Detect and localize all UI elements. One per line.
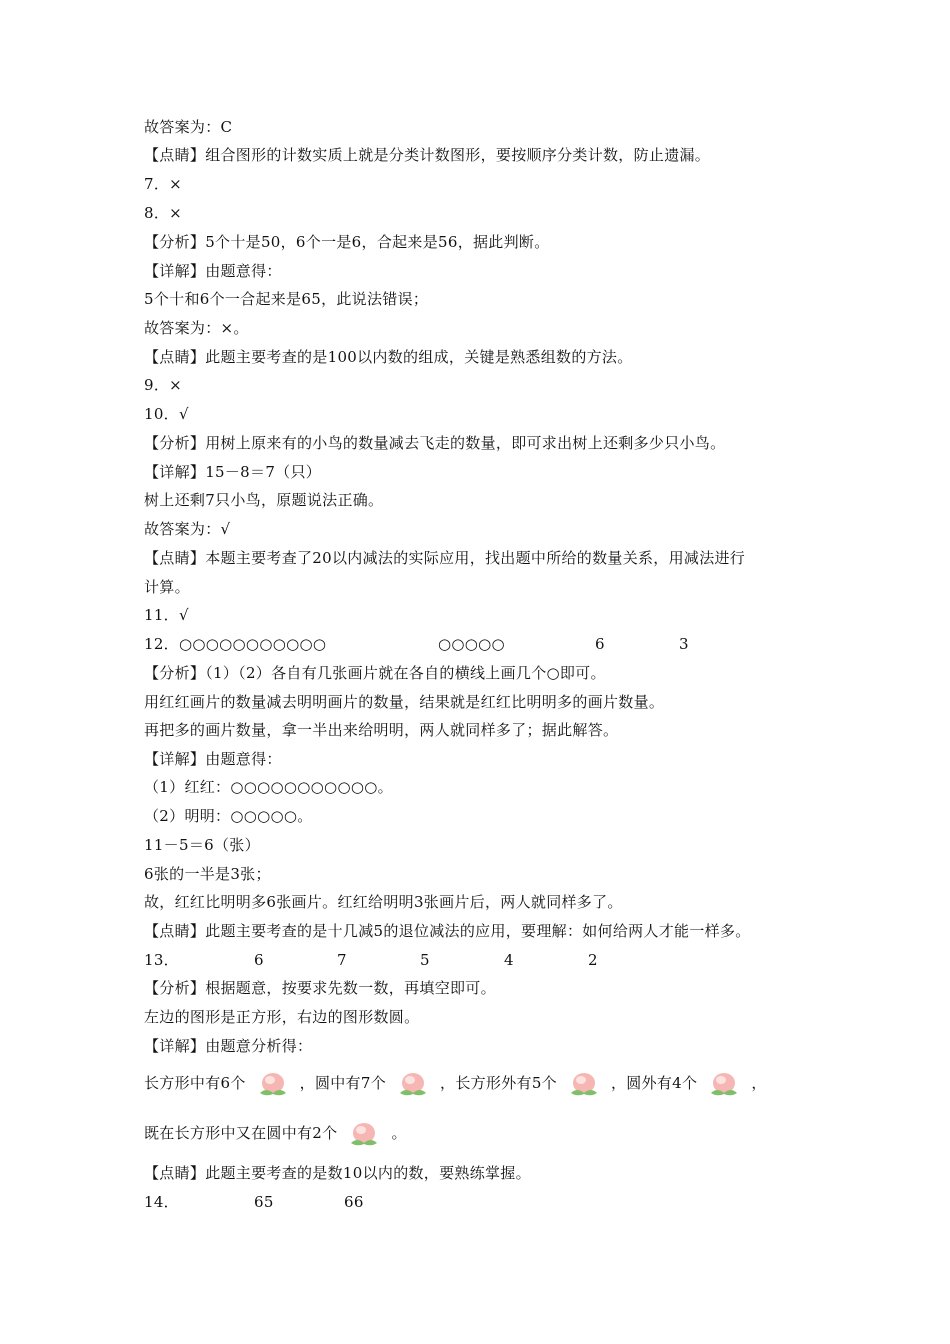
text-segment: ， bbox=[751, 1074, 767, 1092]
answer-line-14 bbox=[144, 1192, 364, 1212]
question-number: 14． bbox=[144, 1193, 179, 1211]
answer-circles-red: 12．○○○○○○○○○○○ bbox=[144, 635, 327, 653]
text-segment: 既在长方形中又在圆中有2个 bbox=[144, 1124, 338, 1142]
text-line: 【点睛】组合图形的计数实质上就是分类计数图形，要按顺序分类计数，防止遗漏。 bbox=[144, 146, 711, 164]
answer-line-12 bbox=[144, 634, 689, 654]
text-line: （1）红红：○○○○○○○○○○○。 bbox=[144, 778, 393, 796]
text-line: 计算。 bbox=[144, 578, 190, 596]
text-line: 【点睛】此题主要考查的是100以内数的组成，关键是熟悉组数的方法。 bbox=[144, 348, 633, 366]
text-line: 【详解】由题意得： bbox=[144, 750, 282, 768]
peach-icon bbox=[256, 1069, 290, 1099]
text-line: 【详解】15－8＝7（只） bbox=[144, 463, 322, 481]
text-line: 再把多的画片数量，拿一半出来给明明，两人就同样多了；据此解答。 bbox=[144, 721, 619, 739]
text-line: 【点睛】此题主要考查的是十几减5的退位减法的应用，要理解：如何给两人才能一样多。 bbox=[144, 922, 751, 940]
text-line: 11－5＝6（张） bbox=[144, 836, 260, 854]
peach-count-line bbox=[144, 1068, 767, 1099]
peach-count-line bbox=[144, 1118, 407, 1149]
answer-number: 65 bbox=[254, 1193, 274, 1211]
answer-number: 66 bbox=[344, 1193, 364, 1211]
answer-number: 2 bbox=[588, 951, 598, 969]
question-number: 13． bbox=[144, 951, 179, 969]
text-line: 【点睛】此题主要考查的是数10以内的数，要熟练掌握。 bbox=[144, 1164, 531, 1182]
text-line: 11．√ bbox=[144, 606, 189, 624]
answer-line-13 bbox=[144, 950, 598, 970]
text-line: 7．× bbox=[144, 175, 183, 193]
text-line: 左边的图形是正方形，右边的图形数圆。 bbox=[144, 1008, 420, 1026]
answer-circles-blue: ○○○○○ bbox=[438, 635, 505, 653]
answer-number: 7 bbox=[337, 951, 347, 969]
text-line: 用红红画片的数量减去明明画片的数量，结果就是红红比明明多的画片数量。 bbox=[144, 693, 665, 711]
text-segment: ，长方形外有5个 bbox=[440, 1074, 557, 1092]
answer-number: 3 bbox=[679, 635, 689, 653]
text-line: 9．× bbox=[144, 376, 183, 394]
text-line: 【分析】5个十是50，6个一是6，合起来是56，据此判断。 bbox=[144, 233, 550, 251]
text-segment: 长方形中有6个 bbox=[144, 1074, 246, 1092]
text-line: 故答案为：√ bbox=[144, 520, 231, 538]
text-line: 树上还剩7只小鸟，原题说法正确。 bbox=[144, 491, 384, 509]
text-line: 【点睛】本题主要考查了20以内减法的实际应用，找出题中所给的数量关系，用减法进行 bbox=[144, 549, 746, 567]
peach-icon bbox=[707, 1069, 741, 1099]
text-line: 【分析】根据题意，按要求先数一数，再填空即可。 bbox=[144, 979, 496, 997]
text-line: 【分析】（1）（2）各自有几张画片就在各自的横线上画几个○即可。 bbox=[144, 664, 606, 682]
text-segment: ，圆中有7个 bbox=[299, 1074, 387, 1092]
text-line: 故，红红比明明多6张画片。红红给明明3张画片后，两人就同样多了。 bbox=[144, 893, 623, 911]
text-line: 【详解】由题意得： bbox=[144, 262, 282, 280]
text-line: 10．√ bbox=[144, 405, 189, 423]
peach-icon bbox=[567, 1069, 601, 1099]
answer-number: 6 bbox=[254, 951, 264, 969]
answer-number: 5 bbox=[420, 951, 430, 969]
peach-icon bbox=[396, 1069, 430, 1099]
text-line: 6张的一半是3张； bbox=[144, 865, 271, 883]
text-segment: 。 bbox=[391, 1124, 407, 1142]
text-line: 【分析】用树上原来有的小鸟的数量减去飞走的数量，即可求出树上还剩多少只小鸟。 bbox=[144, 434, 726, 452]
text-line: （2）明明：○○○○○。 bbox=[144, 807, 313, 825]
answer-number: 4 bbox=[504, 951, 514, 969]
text-line: 8．× bbox=[144, 204, 183, 222]
peach-icon bbox=[347, 1119, 381, 1149]
text-line: 故答案为：×。 bbox=[144, 319, 249, 337]
text-line: 故答案为：C bbox=[144, 118, 233, 136]
text-segment: ，圆外有4个 bbox=[610, 1074, 698, 1092]
text-line: 【详解】由题意分析得： bbox=[144, 1037, 313, 1055]
answer-number: 6 bbox=[595, 635, 605, 653]
text-line: 5个十和6个一合起来是65，此说法错误； bbox=[144, 290, 429, 308]
